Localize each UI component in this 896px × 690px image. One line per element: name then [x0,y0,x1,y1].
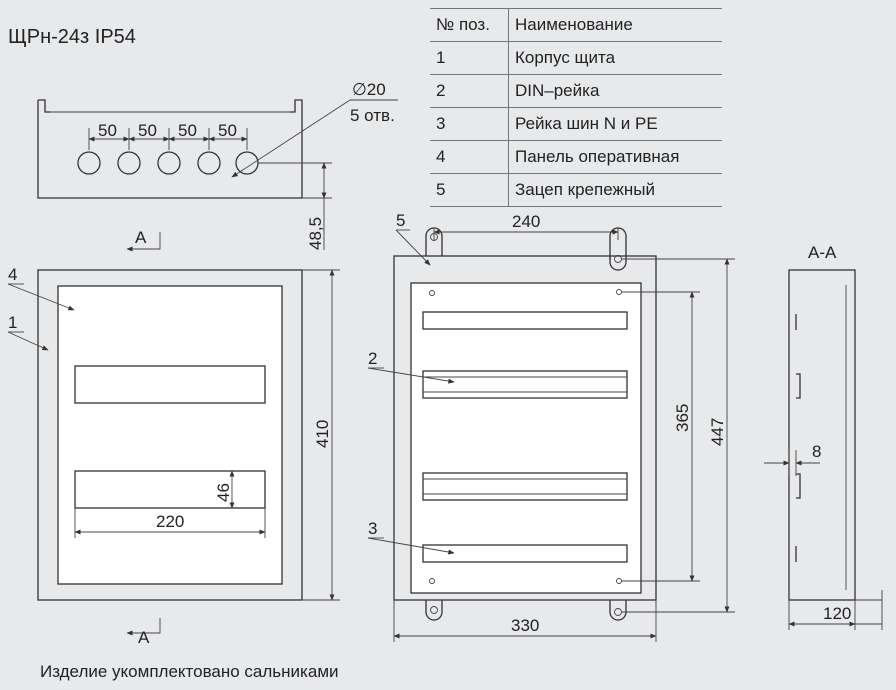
section-mark-bottom: А [138,628,150,647]
gland-hole [158,152,180,174]
mounting-hook [610,600,626,620]
callout-number: 4 [8,265,18,284]
col-header-name: Наименование [509,9,723,42]
part-number: 5 [430,174,509,207]
callout-number: 1 [8,313,18,332]
callout-leader [8,332,48,350]
offset-dim-label: 8 [812,442,822,461]
top-view-outline [38,100,302,198]
section-view [764,243,882,630]
callout-number: 5 [396,211,406,230]
back-view [368,211,735,642]
section-label: А-А [808,243,837,262]
part-number: 3 [430,108,509,141]
hole-spacing-label: 50 [218,121,237,140]
part-number: 4 [430,141,509,174]
front-height-label: 410 [313,419,332,448]
section-mark-top: А [135,228,147,247]
back-width-label: 330 [511,616,540,635]
section-din-profile [796,374,800,398]
footnote: Изделие укомплектовано сальниками [40,662,339,681]
hole-spacing-label: 50 [138,121,157,140]
gland-hole [78,152,100,174]
callout-number: 2 [368,349,378,368]
gland-hole [198,152,220,174]
part-name: Корпус щита [509,42,723,75]
part-name: Панель оперативная [509,141,723,174]
top-view-lip [38,100,50,112]
drawing-title: ЩРн-24з IP54 [8,26,136,48]
section-din-profile [796,474,800,498]
part-number: 1 [430,42,509,75]
section-depth-label: 120 [823,604,852,623]
front-view [8,228,340,647]
hole-spacing-label: 50 [98,121,117,140]
callout-number: 3 [368,519,378,538]
section-enclosure-body [789,270,855,600]
mounting-hook [426,600,442,620]
depth-dim-label: 48,5 [306,216,325,250]
callout-leader [396,230,430,265]
hole-count-label: 5 отв. [350,106,395,125]
hole-spacing-label: 50 [178,121,197,140]
window-width-label: 220 [156,512,185,531]
gland-hole [236,152,258,174]
gland-hole [118,152,140,174]
mounting-hook-lower [610,256,626,270]
part-name: DIN–рейка [509,75,723,108]
mounting-hole [431,607,438,614]
total-height-label: 447 [708,417,727,446]
operating-panel [58,286,282,584]
part-number: 2 [430,75,509,108]
rail-span-label: 365 [673,403,692,432]
part-name: Зацеп крепежный [509,174,723,207]
mounting-hole [615,609,622,616]
hole-diameter-label: ∅20 [352,80,386,99]
mount-spacing-label: 240 [512,212,541,231]
top-view [38,80,398,250]
window-height-label: 46 [214,483,233,502]
part-name: Рейка шин N и PE [509,108,723,141]
col-header-position: № поз. [430,9,509,42]
